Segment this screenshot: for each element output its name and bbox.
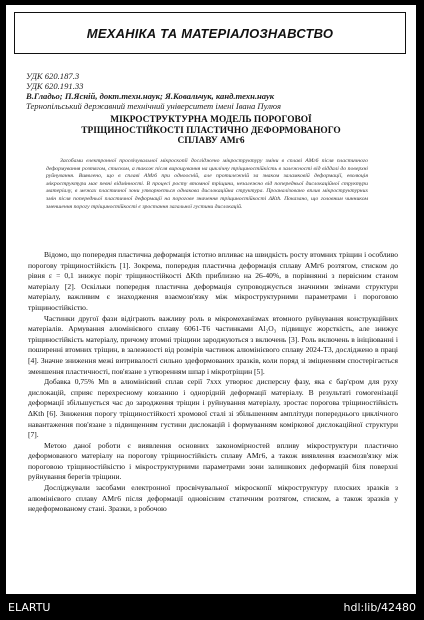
footer-repository-label: ELARTU <box>8 601 51 614</box>
body-text <box>28 250 398 515</box>
journal-header-box <box>14 12 406 54</box>
abstract: Засобами електронної просвічувальної мікроскопії досліджено мікроструктуру зміни в сплаві АМг6 після пластичного деформування розтягом, стиском, а також після вирощування на циклічну тріщиностійкість в залежності від віддалі до поверхні руйнування. Виявлено, що в сплаві АМг6 при одноосній, але протилежній за знаком заламковій деформації, еволюція мікроструктури має певні відмінності. В процесі росту втомної тріщини, незалежно від попередньої дислокаційної структури матеріалу, в межах пластичної зони утворюється однакова дислокаційна структура. Проаналізовано вплив мікроструктурних змін після попередньої пластичної деформації на порогове значення тріщиностійкості ΔKth. Показано, що головним чинником зменшення порогу тріщиностійкості є зростання загальної густини дислокацій. <box>46 158 368 210</box>
udc-code-1: УДК 620.187.3 <box>26 71 80 81</box>
footer-bar <box>0 597 424 620</box>
udc-code-2: УДК 620.191.33 <box>26 81 84 91</box>
paragraph: Досліджували засобами електронної просвічувальної мікроскопії мікроструктуру плоских зразків з алюмінієвого сплаву АМг6 після деформації одновісним статичним розтягом, стиском, а також зразків у недеформованому стані. Зразки, з робочою <box>28 483 398 514</box>
title-line: МІКРОСТРУКТУРНА МОДЕЛЬ ПОРОГОВОЇ <box>110 115 312 125</box>
article-title <box>26 115 396 147</box>
paragraph: Частинки другої фази відіграють важливу роль в мікромеханізмах втомного руйнування конструкційних матеріалів. Армування алюмінієвого сплаву 6061-Т6 частинками Al₂O₃ підвищує жорсткість, але знижує тріщиностійкість матеріалу, причому втомні тріщини зароджуються з включень [3]. Роль включень в ініціюванні і поширенні втомних тріщин, в залежності від розмірів частинок алюмінієвого сплаву 2024-Т3, досліджено в праці [4]. Значне зниження межі витривалості сильно здеформованих зразків, коли поряд зі зміцненням спостерігається зменшення пластичності, пов'язане з утворенням шпар і мікротріщин [5]. <box>28 313 398 376</box>
authors: В.Гладьо; П.Ясній, докт.техн.наук; Я.Ковальчук, канд.техн.наук <box>26 91 275 101</box>
title-line: СПЛАВУ АМг6 <box>177 136 245 147</box>
paragraph: Відомо, що попередня пластична деформація істотно впливає на швидкість росту втомних тріщин і особливо порогову тріщиностійкість [1]. Зокрема, попередня пластична деформація сплаву АМг6 розтягом, стиском до рівня ε = 0,1 знижує поріг тріщиностійкості ΔKth приблизно на 26-40%, в порівнянні з первісним станом матеріалу [2]. Оскільки попередня пластична деформація супроводжується значними змінами структури матеріалу, важливим є знаходження взаємозв'язку між мікроструктурними параметрами і пороговою тріщиностійкістю. <box>28 250 398 312</box>
paper-page <box>6 5 416 594</box>
journal-title: МЕХАНІКА ТА МАТЕРІАЛОЗНАВСТВО <box>86 25 334 41</box>
affiliation: Тернопільський державний технічний університет імені Івана Пулюя <box>26 101 282 111</box>
paragraph: Метою даної роботи є виявлення основних закономірностей впливу мікроструктури пластично деформованого матеріалу на порогову тріщиностійкість сплаву АМг6, а також виявлення взаємозв'язку між пороговою тріщиностійкістю і мікроструктурними параметрами зони залишкових деформацій біля поверхні руйнування берегів тріщини. <box>28 440 398 482</box>
title-line: ТРІЩИНОСТІЙКОСТІ ПЛАСТИЧНО ДЕФОРМОВАНОГО <box>81 125 341 136</box>
paragraph: Добавка 0,75% Мn в алюмінієвий сплав серії 7ххх утворює дисперсну фазу, яка є бар'єром для руху дислокацій, сприяє перехресному ковзанню і однорідній деформації матеріалу. В результаті гомогенізації деформації збільшується час до зародження тріщин і руйнування матеріалу, зростає порогова тріщиностійкість ΔKth [6]. Зниження порогу тріщиностійкості хромової сталі зі збільшенням амплітуди попереднього циклічного навантаження пов'язане з підвищенням густини дислокацій і формуванням коміркової дислокаційної структури [7]. <box>28 377 398 440</box>
footer-handle-id: hdl:lib/42480 <box>343 601 416 614</box>
